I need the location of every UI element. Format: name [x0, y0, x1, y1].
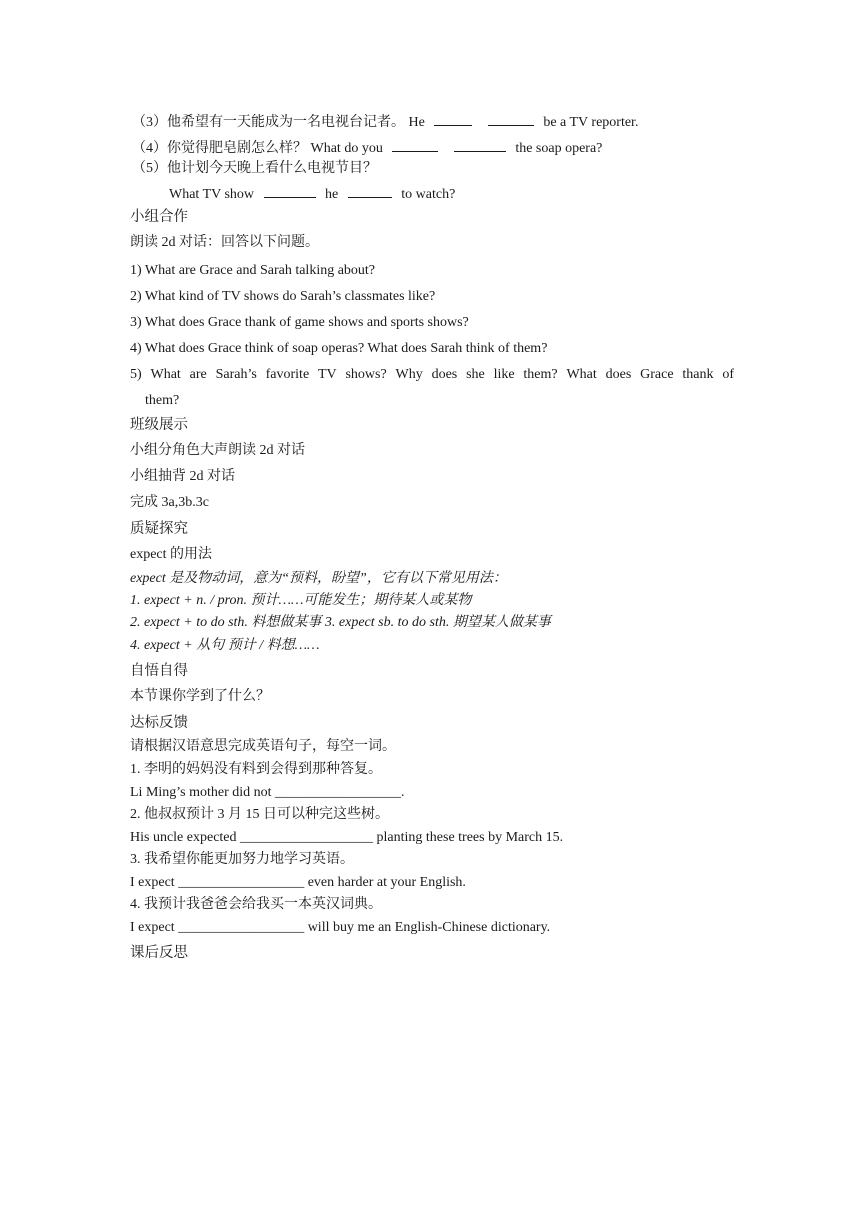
translation-item-5 — [132, 161, 377, 177]
item-number: （3） — [132, 115, 167, 130]
english-prefix: He — [408, 115, 425, 130]
self-study-heading: 自悟自得 — [130, 663, 188, 679]
q5-word: Why — [395, 367, 423, 382]
class-show-item: 小组分角色大声朗读 2d 对话 — [130, 443, 305, 458]
expect-usage-2-3: 2. expect + to do sth. 料想做某事 3. expect sb. to do sth. 期望某人做某事 — [130, 615, 551, 630]
q5-word: Grace — [640, 367, 674, 382]
class-show-item: 完成 3a,3b.3c — [130, 495, 209, 510]
translation-item-5-english — [169, 185, 455, 203]
english-middle: he — [325, 187, 339, 202]
feedback-heading: 达标反馈 — [130, 715, 188, 731]
question-3: 3) What does Grace thank of game shows and sports shows? — [130, 315, 469, 330]
blank[interactable] — [348, 185, 392, 198]
q5-word: of — [722, 367, 734, 382]
expect-usage-1: 1. expect + n. / pron. 预计……可能发生；期待某人或某物 — [130, 593, 472, 608]
question-1: 1) What are Grace and Sarah talking about? — [130, 263, 376, 278]
blank[interactable] — [264, 185, 316, 198]
feedback-item-zh: 4. 我预计我爸爸会给我买一本英汉词典。 — [130, 897, 382, 912]
class-show-item: 小组抽背 2d 对话 — [130, 469, 235, 484]
group-work-heading: 小组合作 — [130, 209, 188, 225]
blank[interactable] — [454, 139, 506, 152]
group-work-instruction: 朗读 2d 对话：回答以下问题。 — [130, 235, 319, 250]
english-suffix: the soap opera? — [515, 141, 603, 156]
q5-word: thank — [682, 367, 714, 382]
q5-word: What — [566, 367, 597, 382]
expect-topic: expect 的用法 — [130, 547, 213, 562]
feedback-item-en: I expect __________________ even harder at your English. — [130, 875, 466, 890]
chinese-sentence: 他计划今天晚上看什么电视节目？ — [167, 161, 377, 176]
q5-word: What — [150, 367, 181, 382]
blank[interactable] — [488, 113, 534, 126]
q5-word: Sarah’s — [215, 367, 257, 382]
item-number: （4） — [132, 141, 167, 156]
feedback-item-en: Li Ming’s mother did not __________________. — [130, 785, 405, 800]
chinese-sentence: 你觉得肥皂剧怎么样？ — [167, 141, 307, 156]
reflection-heading: 课后反思 — [130, 945, 188, 961]
blank[interactable] — [392, 139, 438, 152]
q5-word: shows? — [345, 367, 387, 382]
chinese-sentence: 他希望有一天能成为一名电视台记者。 — [167, 115, 405, 130]
inquiry-heading: 质疑探究 — [130, 521, 188, 537]
q5-word: like — [493, 367, 515, 382]
q5-word: 5) — [130, 367, 142, 382]
q5-word: are — [189, 367, 207, 382]
q5-word: she — [466, 367, 485, 382]
q5-word: favorite — [265, 367, 310, 382]
english-prefix: What do you — [310, 141, 383, 156]
expect-usage-4: 4. expect + 从句 预计 / 料想…… — [130, 638, 320, 653]
question-5-continuation: them? — [145, 393, 180, 408]
feedback-instruction: 请根据汉语意思完成英语句子，每空一词。 — [130, 739, 396, 754]
feedback-item-en: His uncle expected ___________________ planting these trees by March 15. — [130, 830, 564, 845]
english-suffix: to watch? — [401, 187, 456, 202]
english-suffix: be a TV reporter. — [543, 115, 639, 130]
self-study-question: 本节课你学到了什么？ — [130, 689, 270, 704]
feedback-item-zh: 2. 他叔叔预计 3 月 15 日可以种完这些树。 — [130, 807, 389, 822]
feedback-item-zh: 3. 我希望你能更加努力地学习英语。 — [130, 852, 354, 867]
blank[interactable] — [434, 113, 472, 126]
q5-word: TV — [317, 367, 337, 382]
translation-item-4 — [132, 139, 602, 157]
q5-word: does — [605, 367, 632, 382]
english-prefix: What TV show — [169, 187, 255, 202]
class-show-heading: 班级展示 — [130, 417, 188, 433]
question-2: 2) What kind of TV shows do Sarah’s classmates like? — [130, 289, 436, 304]
item-number: （5） — [132, 161, 167, 176]
expect-intro: expect 是及物动词，意为“预料，盼望”，它有以下常见用法： — [130, 571, 507, 586]
q5-word: them? — [523, 367, 558, 382]
feedback-item-zh: 1. 李明的妈妈没有料到会得到那种答复。 — [130, 762, 382, 777]
question-4: 4) What does Grace think of soap operas? What does Sarah think of them? — [130, 341, 548, 356]
question-5 — [130, 367, 734, 383]
translation-item-3 — [132, 113, 638, 131]
q5-word: does — [431, 367, 458, 382]
feedback-item-en: I expect __________________ will buy me an English-Chinese dictionary. — [130, 920, 551, 935]
